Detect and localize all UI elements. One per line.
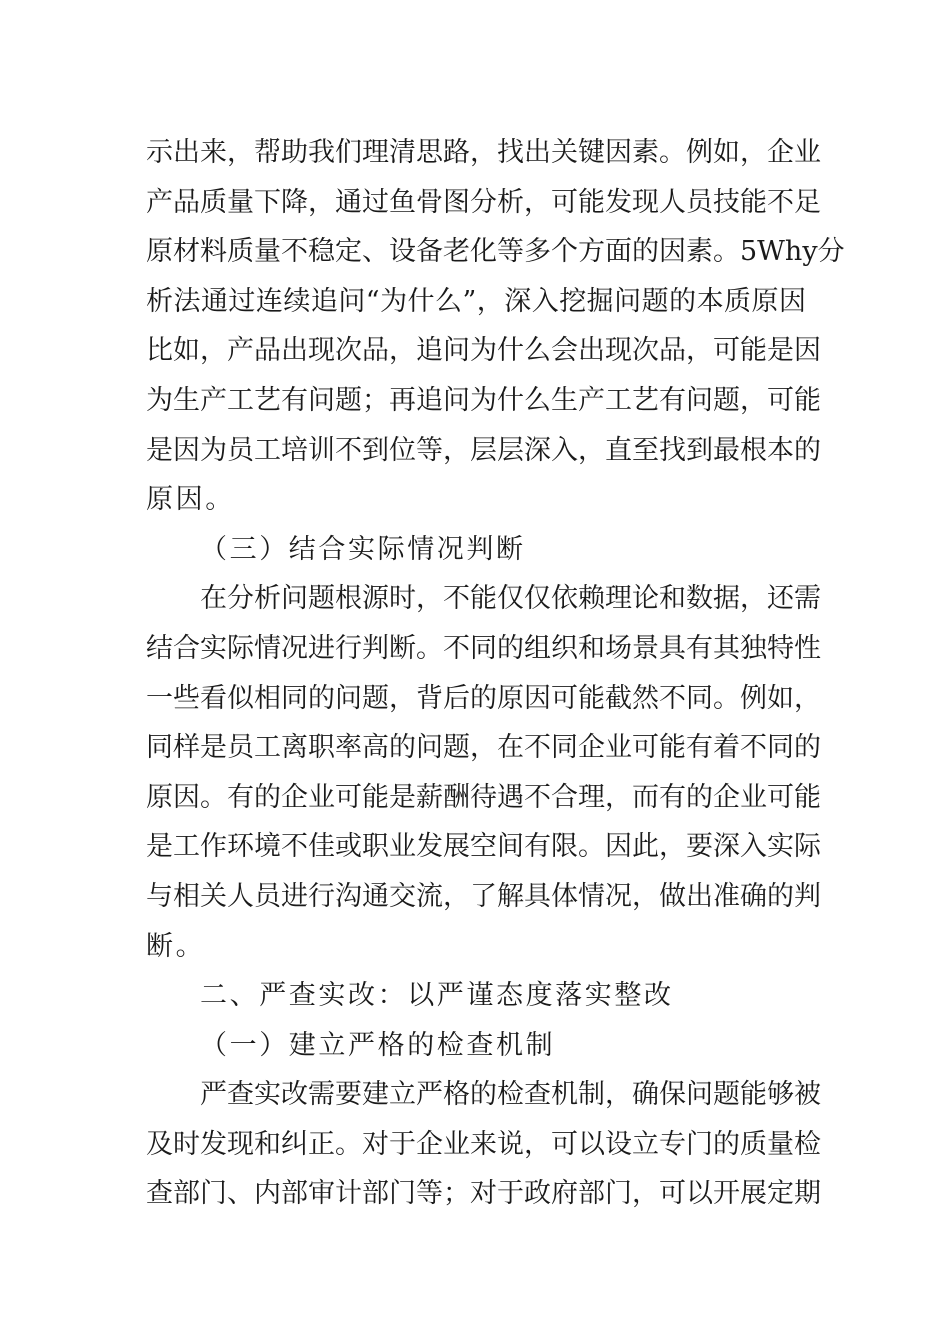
paragraph-first-line: 严查实改需要建立严格的检查机制，确保问题能够被 <box>200 1079 821 1111</box>
text-line: 结合实际情况进行判断。不同的组织和场景具有其独特性 <box>146 632 821 664</box>
text-line: 是工作环境不佳或职业发展空间有限。因此，要深入实际 <box>146 831 821 863</box>
text-line: 原材料质量不稳定、设备老化等多个方面的因素。5Why分 <box>146 236 845 268</box>
text-line: 与相关人员进行沟通交流，了解具体情况，做出准确的判 <box>146 880 821 912</box>
text-line: 一些看似相同的问题，背后的原因可能截然不同。例如， <box>146 682 821 714</box>
paragraph-first-line: 在分析问题根源时，不能仅仅依赖理论和数据，还需 <box>200 583 821 615</box>
document-body <box>146 128 845 1219</box>
text-line: 是因为员工培训不到位等，层层深入，直至找到最根本的 <box>146 434 821 466</box>
text-line: 原因。 <box>146 484 235 516</box>
section-heading: （一）建立严格的检查机制 <box>200 1029 556 1061</box>
text-line: 示出来，帮助我们理清思路，找出关键因素。例如，企业 <box>146 137 821 168</box>
section-heading: （三）结合实际情况判断 <box>200 533 526 565</box>
text-line: 产品质量下降，通过鱼骨图分析，可能发现人员技能不足 <box>146 186 821 218</box>
text-line: 为生产工艺有问题；再追问为什么生产工艺有问题，可能 <box>146 384 821 416</box>
text-line: 断。 <box>146 930 206 962</box>
text-line: 及时发现和纠正。对于企业来说，可以设立专门的质量检 <box>146 1128 821 1160</box>
text-line: 比如，产品出现次品，追问为什么会出现次品，可能是因 <box>146 335 821 367</box>
text-line: 同样是员工离职率高的问题，在不同企业可能有着不同的 <box>146 732 821 764</box>
text-line: 查部门、内部审计部门等；对于政府部门，可以开展定期 <box>146 1178 821 1210</box>
text-line: 析法通过连续追问“为什么”，深入挖掘问题的本质原因 <box>146 285 806 317</box>
text-line: 原因。有的企业可能是薪酬待遇不合理，而有的企业可能 <box>146 781 821 813</box>
chapter-heading: 二、严查实改：以严谨态度落实整改 <box>200 980 674 1012</box>
